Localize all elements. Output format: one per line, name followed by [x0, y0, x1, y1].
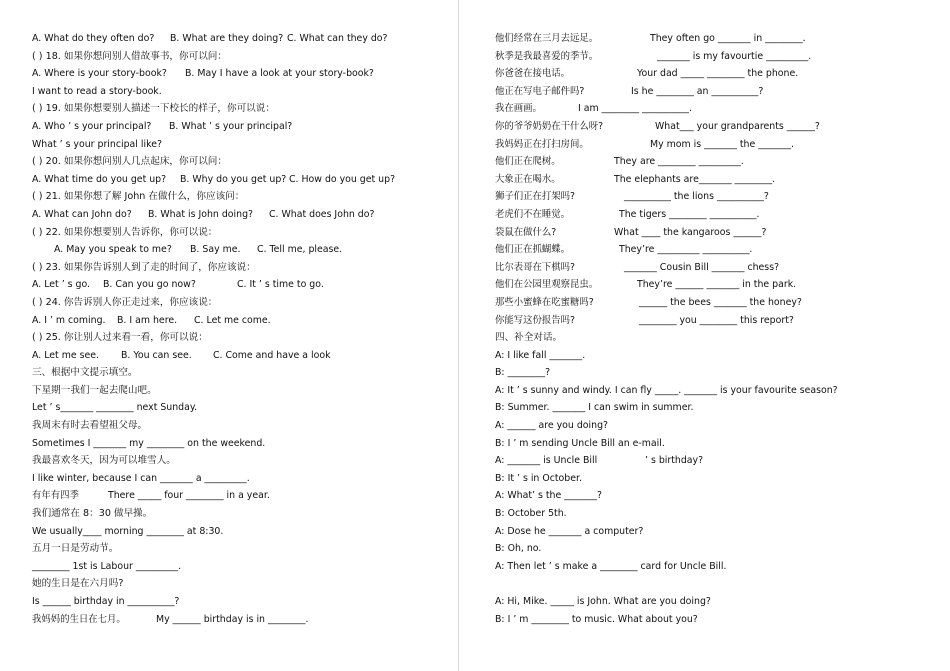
chinese-prompt [32, 452, 452, 470]
line-text: 大象正在喝水。 [495, 173, 561, 185]
chinese-prompt [32, 417, 452, 435]
line-text: Is he ________ an __________? [631, 85, 764, 97]
line-text: B: Oh, no. [495, 543, 542, 555]
line-text: The elephants are_______ ________. [614, 173, 776, 185]
dialogue-line [495, 382, 925, 400]
line-text: A: Dose he _______ a computer? [495, 525, 644, 537]
text-line [32, 487, 452, 505]
line-text: The tigers ________ __________. [619, 208, 760, 220]
line-text: Sometimes I _______ my ________ on the weekend. [32, 437, 266, 449]
line-text: C. Let me come. [194, 314, 271, 326]
line-text: C. How do you get up? [289, 173, 396, 185]
line-text: ’ s birthday? [645, 455, 704, 467]
line-text: 我周末有时去看望祖父母。 [32, 420, 148, 432]
dialogue-line [495, 347, 925, 365]
chinese-prompt [32, 382, 452, 400]
line-text: 四、补全对话。 [495, 332, 563, 344]
line-text: A. Let ’ s go. [32, 279, 91, 291]
line-text: B. What are they doing? [170, 33, 284, 44]
line-text: A: ______ are you doing? [495, 420, 608, 432]
line-text: 老虎们不在睡觉。 [495, 208, 571, 220]
line-text: 袋鼠在做什么? [495, 226, 557, 238]
text-line [32, 611, 452, 629]
line-text: A. What time do you get up? [32, 173, 167, 185]
line-text: ______ the bees _______ the honey? [639, 296, 802, 308]
line-text: I am ________ __________. [578, 103, 692, 115]
text-line [32, 558, 452, 576]
line-text: A. What do they often do? [32, 33, 155, 44]
line-text: B: October 5th. [495, 508, 567, 520]
line-text: A. May you speak to me? [54, 244, 172, 256]
text-line [32, 523, 452, 541]
line-text: C. What can they do? [287, 33, 388, 44]
line-text: A: It ’ s sunny and windy. I can fly _____. _______ is your favourite season? [495, 384, 838, 396]
text-line [495, 312, 925, 330]
text-line [32, 435, 452, 453]
line-text: They’re ______ _______ in the park. [637, 279, 797, 291]
text-line [495, 206, 925, 224]
text-line [495, 153, 925, 171]
line-text: 下星期一我们一起去爬山吧。 [32, 384, 157, 396]
line-text: Your dad _____ ________ the phone. [637, 68, 799, 80]
text-line [495, 294, 925, 312]
question-line [32, 153, 452, 171]
text-line [32, 206, 452, 224]
line-text: There _____ four ________ in a year. [108, 490, 270, 502]
line-text: 狮子们正在打架吗? [495, 191, 575, 203]
line-text: They often go _______ in ________. [650, 33, 806, 44]
line-text: We usually____ morning ________ at 8:30. [32, 525, 224, 537]
line-text: A. Let me see. [32, 349, 99, 361]
question-line [32, 224, 452, 242]
line-text: ( ) 25. 你让别人过来看一看，你可以说： [32, 332, 208, 344]
line-text: 你爸爸在接电话。 [495, 68, 571, 80]
section-heading [32, 364, 452, 382]
line-text: B. You can see. [121, 349, 192, 361]
line-text: B: It ’ s in October. [495, 472, 582, 484]
line-text: 你能写这份报告吗? [495, 314, 575, 326]
line-text: 你的爷爷奶奶在干什么呀? [495, 120, 604, 132]
dialogue-line [495, 611, 925, 629]
line-text: 三、根据中文提示填空。 [32, 367, 138, 379]
line-text: 我在画画。 [495, 103, 542, 115]
line-text: A. I ’ m coming. [32, 314, 106, 326]
text-line [32, 136, 452, 154]
text-line [495, 276, 925, 294]
line-text: 我妈妈正在打扫房间。 [495, 138, 589, 150]
line-text: 她的生日是在六月吗? [32, 578, 124, 590]
text-line [495, 224, 925, 242]
text-line [495, 241, 925, 259]
line-text: ( ) 19. 如果你想要别人描述一下校长的样子，你可以说： [32, 103, 275, 115]
text-line [495, 171, 925, 189]
line-text: ( ) 18. 如果你想问别人借故事书，你可以问： [32, 50, 227, 62]
line-text: A. Who ’ s your principal? [32, 120, 152, 132]
line-text: What___ your grandparents ______? [655, 120, 820, 132]
text-line [32, 399, 452, 417]
line-text: B. What ’ s your principal? [169, 120, 293, 132]
line-text: 他正在写电子邮件吗? [495, 85, 585, 97]
line-text: A: Then let ’ s make a ________ card for Uncle Bill. [495, 560, 727, 572]
dialogue-line [495, 593, 925, 611]
chinese-prompt [32, 505, 452, 523]
line-text: B: I ’ m sending Uncle Bill an e-mail. [495, 437, 665, 449]
question-line [32, 188, 452, 206]
text-line [32, 347, 452, 365]
line-text: A: What’ s the _______? [495, 490, 602, 502]
line-text: 他们正在爬树。 [495, 156, 561, 168]
line-text: ( ) 23. 如果你告诉别人到了走的时间了，你应该说： [32, 261, 256, 273]
dialogue-line [495, 558, 925, 576]
line-text: They are ________ _________. [614, 156, 744, 168]
text-line [32, 276, 452, 294]
chinese-prompt [32, 575, 452, 593]
line-text: 那些小蜜蜂在吃蜜糖吗? [495, 296, 594, 308]
line-text: B. Can you go now? [103, 279, 196, 291]
line-text: ________ 1st is Labour _________. [32, 560, 182, 572]
text-line [495, 65, 925, 83]
text-line [495, 83, 925, 101]
line-text: 他们正在抓蝴蝶。 [495, 244, 571, 256]
line-text: B: ________? [495, 367, 551, 379]
line-text: A: _______ is Uncle Bill [495, 455, 598, 467]
dialogue-line [495, 523, 925, 541]
text-line [32, 593, 452, 611]
text-line [495, 118, 925, 136]
line-text: ( ) 22. 如果你想要别人告诉你，你可以说： [32, 226, 218, 238]
text-line [32, 171, 452, 189]
line-text: C. It ’ s time to go. [237, 279, 324, 291]
text-line [495, 30, 925, 48]
line-text: 有年有四季 [32, 490, 79, 502]
line-text: Let ’ s_______ ________ next Sunday. [32, 402, 198, 414]
line-text: ( ) 20. 如果你想问别人几点起床，你可以问： [32, 156, 227, 168]
line-text: I want to read a story-book. [32, 85, 162, 97]
line-text: C. Tell me, please. [257, 244, 343, 256]
line-text: C. What does John do? [269, 208, 375, 220]
text-line [495, 259, 925, 277]
line-text: ( ) 21. 如果你想了解 John 在做什么，你应该问： [32, 191, 245, 203]
column-divider [458, 0, 459, 671]
line-text: __________ the lions __________? [624, 191, 769, 203]
text-line [32, 30, 452, 48]
text-line [495, 188, 925, 206]
line-text: 比尔表哥在下棋吗? [495, 261, 575, 273]
chinese-prompt [32, 540, 452, 558]
text-line [32, 118, 452, 136]
line-text: C. Come and have a look [213, 349, 331, 361]
dialogue-line [495, 470, 925, 488]
line-text: B. What is John doing? [148, 208, 253, 220]
line-text: B: I ’ m ________ to music. What about you? [495, 613, 698, 625]
line-text: Is ______ birthday in __________? [32, 596, 180, 607]
right-column [495, 30, 925, 628]
line-text: B. Say me. [190, 244, 241, 256]
text-line [32, 312, 452, 330]
blank-line [495, 575, 925, 593]
dialogue-line [495, 417, 925, 435]
line-text: ________ you ________ this report? [639, 314, 794, 326]
question-line [32, 259, 452, 277]
question-line [32, 329, 452, 347]
dialogue-line [495, 505, 925, 523]
line-text: I like winter, because I can _______ a _________. [32, 472, 250, 484]
line-text: They’re _________ __________. [619, 244, 753, 256]
line-text: What ____ the kangaroos ______? [614, 226, 767, 238]
line-text: 秋季是我最喜爱的季节。 [495, 50, 599, 62]
line-text: A. Where is your story-book? [32, 68, 167, 80]
line-text: 我最喜欢冬天，因为可以堆雪人。 [32, 455, 176, 467]
line-text: A. What can John do? [32, 208, 132, 220]
left-column [32, 30, 452, 628]
line-text: A: I like fall _______. [495, 349, 586, 361]
line-text: B. Why do you get up? [180, 173, 287, 185]
question-line [32, 100, 452, 118]
text-line [32, 241, 452, 259]
line-text: B: Summer. _______ I can swim in summer. [495, 402, 694, 414]
dialogue-line [495, 399, 925, 417]
line-text: 他们经常在三月去远足。 [495, 33, 599, 44]
line-text: B. I am here. [117, 314, 178, 326]
line-text: ( ) 24. 你告诉别人你正走过来，你应该说： [32, 296, 218, 308]
question-line [32, 48, 452, 66]
line-text: My ______ birthday is in ________. [156, 613, 309, 625]
text-line [495, 100, 925, 118]
line-text: 五月一日是劳动节。 [32, 543, 119, 555]
dialogue-line [495, 487, 925, 505]
dialogue-line [495, 364, 925, 382]
section-heading [495, 329, 925, 347]
line-text: What ’ s your principal like? [32, 138, 162, 150]
line-text: _______ Cousin Bill _______ chess? [624, 261, 780, 273]
line-text: 他们在公园里观察昆虫。 [495, 279, 599, 291]
line-text: B. May I have a look at your story-book? [185, 68, 374, 80]
line-text: 我们通常在 8：30 做早操。 [32, 508, 153, 520]
line-text: My mom is _______ the _______. [650, 138, 795, 150]
text-line [495, 136, 925, 154]
line-text: A: Hi, Mike. _____ is John. What are you doing? [495, 596, 711, 607]
question-line [32, 294, 452, 312]
text-line [32, 83, 452, 101]
line-text: 我妈妈的生日在七月。 [32, 613, 126, 625]
dialogue-line [495, 435, 925, 453]
dialogue-line [495, 452, 925, 470]
dialogue-line [495, 540, 925, 558]
text-line [32, 65, 452, 83]
text-line [32, 470, 452, 488]
text-line [495, 48, 925, 66]
line-text: _______ is my favourtie _________. [657, 50, 812, 62]
